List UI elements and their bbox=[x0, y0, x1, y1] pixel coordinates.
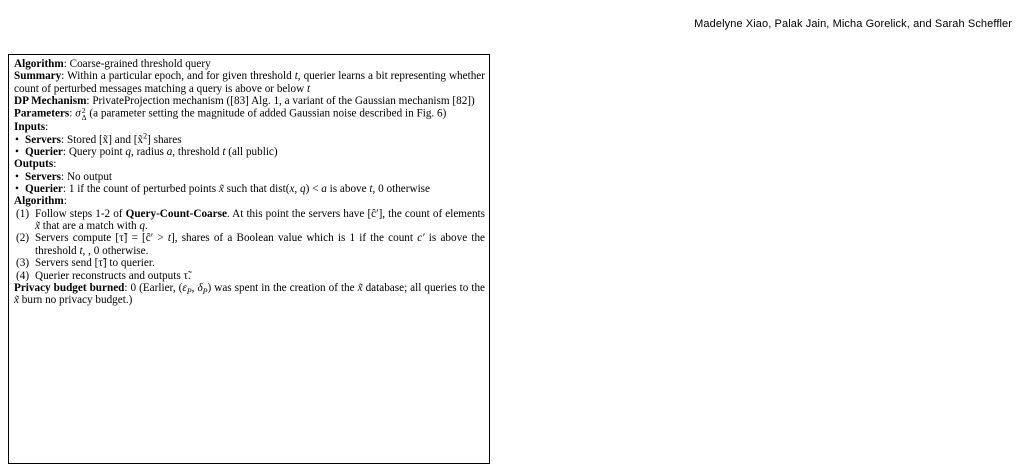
inputs-querier-text3: , threshold bbox=[172, 146, 223, 159]
outputs-servers-text: No output bbox=[66, 170, 113, 183]
epsilon-symbol: ε bbox=[182, 281, 187, 294]
var-q: q bbox=[139, 220, 145, 233]
var-c-prime: c′ bbox=[417, 232, 425, 245]
parameters-label: Parameters bbox=[14, 107, 70, 120]
var-t: t bbox=[222, 146, 226, 159]
outputs-querier-text: 1 if the count of perturbed points bbox=[68, 183, 219, 196]
var-t: t bbox=[369, 183, 373, 196]
privacy-budget-paragraph: Privacy budget burned: 0 (Earlier, ($\varepsilon_P$, $\delta_P$) was spent in the creation of the x̃ database; all queries to the x̃ burn no privacy budget.) bbox=[14, 281, 486, 307]
step-number: (2) bbox=[16, 232, 30, 245]
step-2-text-b: ], shares of a Boolean value which is 1 if the count bbox=[170, 232, 418, 245]
step-1-text-c: that are a match with bbox=[39, 220, 140, 233]
privacy-text-b: ) was spent in the creation of the bbox=[207, 281, 358, 294]
inputs-item-servers: • Servers: Stored [x̃] and [x̃$^2$] shares bbox=[15, 130, 182, 146]
privacy-text-a: 0 (Earlier, ( bbox=[130, 281, 183, 294]
outputs-label: Outputs bbox=[14, 158, 54, 171]
algorithm-name: Coarse-grained threshold query bbox=[69, 58, 211, 70]
step-4-text: Querier reconstructs and outputs τ̃. bbox=[35, 269, 191, 282]
algorithm-box bbox=[8, 54, 490, 464]
summary-text-a: Within a particular epoch, and for given threshold bbox=[67, 70, 295, 83]
var-a: a bbox=[166, 146, 173, 159]
step-number: (4) bbox=[16, 269, 30, 282]
privacy-text-d: burn no privacy budget.) bbox=[18, 294, 133, 307]
var-t: t bbox=[167, 232, 171, 245]
summary-text-b: , querier learns a bit representing whether count of perturbed messages matching a query is above or below bbox=[14, 70, 485, 95]
outputs-querier-text4: is above bbox=[326, 183, 370, 196]
step-4 bbox=[14, 270, 485, 282]
outputs-querier-text3: ) < bbox=[305, 183, 322, 196]
steps-heading: Algorithm: bbox=[14, 195, 67, 208]
sigma-sup: 2 bbox=[81, 106, 86, 116]
outputs-heading: Outputs: bbox=[14, 158, 57, 171]
step-1 bbox=[14, 208, 485, 233]
var-x-tilde: x̃ bbox=[14, 294, 19, 307]
algorithm-title-line: Algorithm: Coarse-grained threshold query bbox=[14, 58, 211, 70]
epsilon-sub: P bbox=[186, 287, 192, 297]
inputs-servers-text: Stored [x̃] and [x̃ bbox=[66, 133, 144, 146]
outputs-querier-text5: , 0 otherwise bbox=[372, 183, 430, 196]
inputs-servers-text2: ] shares bbox=[147, 133, 182, 146]
var-t: t bbox=[79, 244, 83, 257]
bullet: • bbox=[15, 133, 19, 146]
delta-sub: P bbox=[202, 287, 208, 297]
outputs-querier-text2: such that dist( bbox=[223, 183, 290, 196]
inputs-querier-text2: , radius bbox=[130, 146, 167, 159]
parameters-text: (a parameter setting the magnitude of added Gaussian noise described in Fig. 6) bbox=[86, 107, 447, 120]
step-1-text-b: . At this point the servers have [ĉ′], the count of elements bbox=[226, 207, 486, 220]
outputs-item-servers: • Servers: No output bbox=[15, 170, 113, 183]
step-2-text-a: Servers compute [τ̃] = [ĉ′ > bbox=[35, 232, 168, 245]
dp-mechanism-label: DP Mechanism bbox=[14, 95, 87, 108]
inputs-servers-sup: 2 bbox=[143, 130, 148, 140]
sigma-symbol: σ bbox=[75, 107, 81, 120]
inputs-querier-label: Querier bbox=[25, 146, 63, 159]
summary-var-t: t bbox=[294, 70, 298, 83]
privacy-budget-label: Privacy budget burned bbox=[14, 281, 125, 294]
inputs-servers-label: Servers bbox=[25, 133, 62, 146]
step-2-text-c: is above the threshold bbox=[35, 232, 486, 257]
var-x-tilde: x̃ bbox=[357, 281, 363, 294]
inputs-item-querier: • Querier: Query point q, radius a, threshold t (all public) bbox=[15, 146, 278, 159]
step-1-text-d: . bbox=[144, 220, 148, 233]
privacy-text-c: database; all queries to the bbox=[362, 281, 486, 294]
inputs-heading: Inputs: bbox=[14, 121, 49, 134]
bullet: • bbox=[15, 183, 19, 196]
sigma-sub: Δ bbox=[81, 113, 87, 123]
steps-label: Algorithm bbox=[14, 195, 64, 208]
dp-mechanism-text: PrivateProjection mechanism ([83] Alg. 1, a variant of the Gaussian mechanism [82]) bbox=[92, 95, 475, 108]
var-q: q bbox=[125, 146, 131, 159]
var-x-tilde: x̃ bbox=[35, 220, 40, 233]
step-2 bbox=[14, 232, 485, 257]
dp-mechanism-paragraph: DP Mechanism: PrivateProjection mechanism ([83] Alg. 1, a variant of the Gaussian mechanism [82]) bbox=[14, 95, 475, 108]
step-number: (3) bbox=[16, 257, 30, 270]
summary-paragraph: Summary: Within a particular epoch, and for given threshold t, querier learns a bit representing whether count of perturbed messages matching a query is above or below t bbox=[14, 70, 485, 95]
delta-symbol: δ bbox=[197, 281, 203, 294]
step-1-bold: Query-Count-Coarse bbox=[125, 207, 227, 220]
inputs-label: Inputs bbox=[14, 121, 46, 134]
inputs-querier-text: Query point bbox=[68, 146, 126, 159]
step-1-text-a: Follow steps 1-2 of bbox=[35, 207, 126, 220]
algorithm-label: Algorithm bbox=[14, 58, 64, 70]
inputs-querier-text4: (all public) bbox=[225, 146, 278, 159]
step-3 bbox=[14, 257, 485, 269]
bullet: • bbox=[15, 170, 19, 183]
var-x-tilde: x̃ bbox=[218, 183, 224, 196]
bullet: • bbox=[15, 146, 19, 159]
outputs-item-querier: • Querier: 1 if the count of perturbed points x̃ such that dist(x, q) < a is above t, 0 otherwise bbox=[15, 183, 430, 196]
var-a: a bbox=[321, 183, 327, 196]
dist-args: x, q bbox=[289, 183, 306, 196]
outputs-querier-label: Querier bbox=[25, 183, 63, 196]
parameters-paragraph: Parameters: σ 2 Δ (a parameter setting the magnitude of added Gaussian noise described in Fig. 6) bbox=[14, 106, 447, 123]
summary-label: Summary bbox=[14, 70, 62, 83]
step-3-text: Servers send [τ̃] to querier. bbox=[35, 257, 155, 270]
summary-var-t-end: t bbox=[306, 82, 311, 95]
running-head-authors: Madelyne Xiao, Palak Jain, Micha Gorelick, and Sarah Scheffler bbox=[694, 18, 1012, 30]
step-2-text-d: , , 0 otherwise. bbox=[82, 244, 149, 257]
outputs-servers-label: Servers bbox=[25, 170, 62, 183]
privacy-comma: , bbox=[191, 281, 198, 294]
step-number: (1) bbox=[16, 207, 30, 220]
